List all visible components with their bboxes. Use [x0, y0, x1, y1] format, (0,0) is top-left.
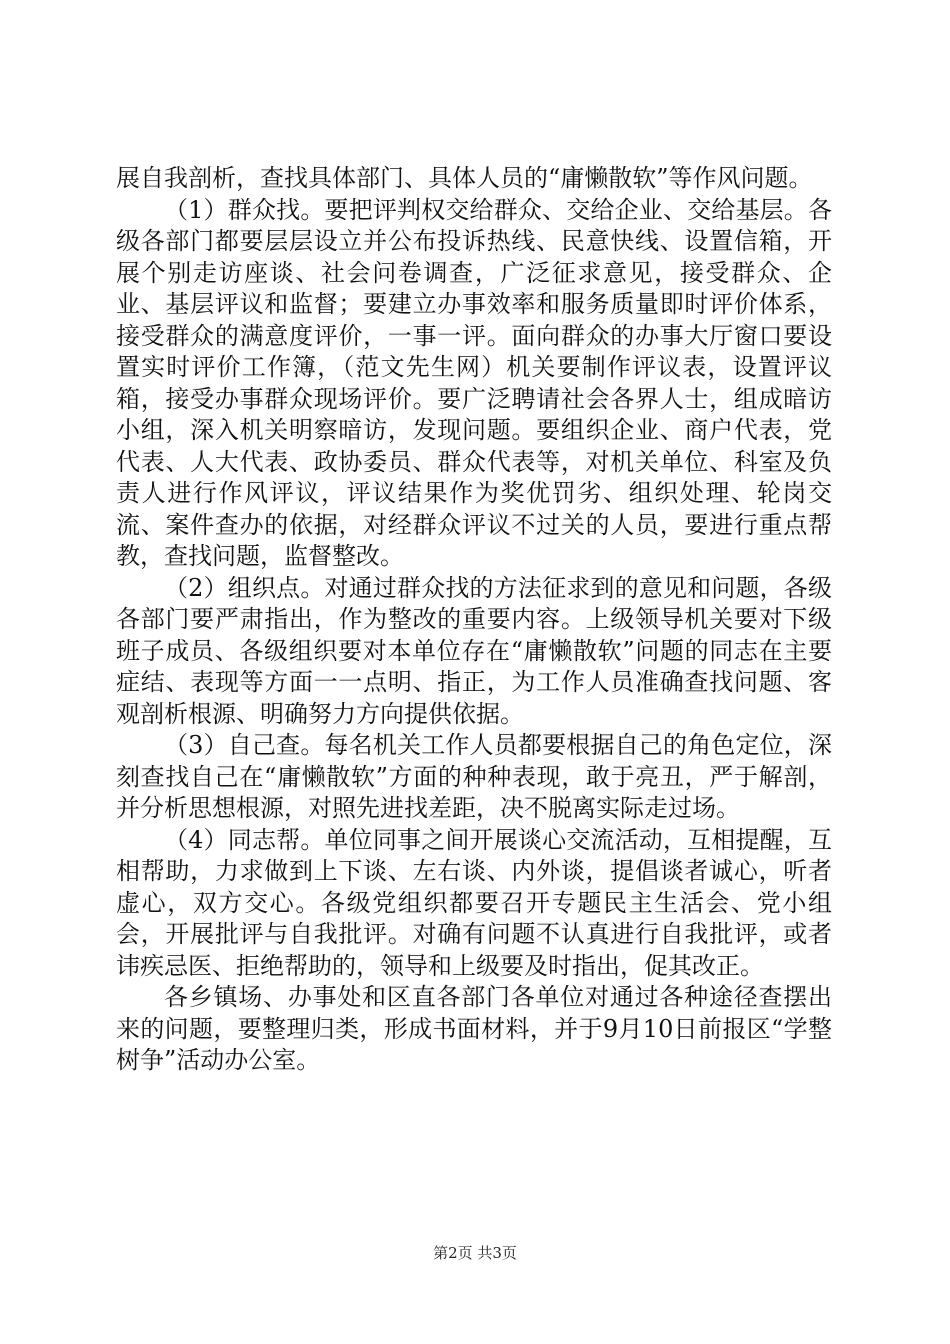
paragraph-organization-point: （2）组织点。对通过群众找的方法征求到的意见和问题，各级各部门要严肃指出，作为整改的重要内容。上级领导机关要对下级班子成员、各级组织要对本单位存在“庸懒散软”问题的同志在主要症结、表现等方面一一点明、指正，为工作人员准确查找问题、客观剖析根源、明确努力方向提供依据。	[116, 573, 832, 728]
document-body	[116, 163, 832, 1077]
paragraph-comrade-help: （4）同志帮。单位同事之间开展谈心交流活动，互相提醒，互相帮助，力求做到上下谈、左右谈、内外谈，提倡谈者诚心，听者虚心，双方交心。各级党组织都要召开专题民主生活会、党小组会，开展批评与自我批评。对确有问题不认真进行自我批评，或者讳疾忌医、拒绝帮助的，领导和上级要及时指出，促其改正。	[116, 825, 832, 980]
paragraph-masses-find: （1）群众找。要把评判权交给群众、交给企业、交给基层。各级各部门都要层层设立并公布投诉热线、民意快线、设置信箱，开展个别走访座谈、社会问卷调查，广泛征求意见，接受群众、企业、基层评议和监督；要建立办事效率和服务质量即时评价体系，接受群众的满意度评价，一事一评。面向群众的办事大厅窗口要设置实时评价工作簿，（范文先生网）机关要制作评议表，设置评议箱，接受办事群众现场评价。要广泛聘请社会各界人士，组成暗访小组，深入机关明察暗访，发现问题。要组织企业、商户代表，党代表、人大代表、政协委员、群众代表等，对机关单位、科室及负责人进行作风评议，评议结果作为奖优罚劣、组织处理、轮岗交流、案件查办的依据，对经群众评议不过关的人员，要进行重点帮教，查找问题，监督整改。	[116, 195, 832, 570]
paragraph-summary: 各乡镇场、办事处和区直各部门各单位对通过各种途径查摆出来的问题，要整理归类，形成书面材料，并于9月10日前报区“学整树争”活动办公室。	[116, 983, 832, 1074]
paragraph-continuation: 展自我剖析，查找具体部门、具体人员的“庸懒散软”等作风问题。	[116, 164, 813, 192]
paragraph-self-check: （3）自己查。每名机关工作人员都要根据自己的角色定位，深刻查找自己在“庸懒散软”方面的种种表现，敢于亮丑，严于解剖，并分析思想根源，对照先进找差距，决不脱离实际走过场。	[116, 731, 832, 822]
page-number-footer: 第2页 共3页	[433, 1244, 517, 1262]
